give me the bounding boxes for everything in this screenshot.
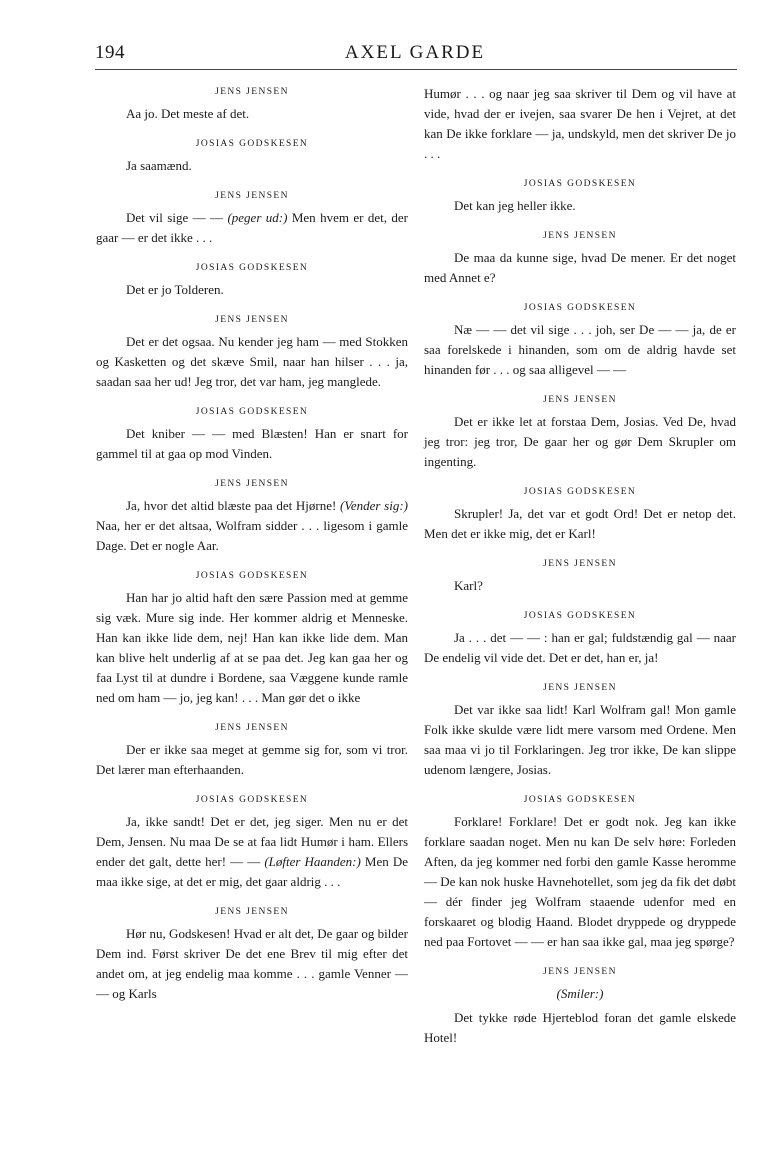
speech-text xyxy=(424,196,736,216)
speech-segment: Det vil sige — — xyxy=(126,210,228,225)
speech-text xyxy=(96,812,408,892)
speech-text xyxy=(424,504,736,544)
speech-text xyxy=(424,1008,736,1048)
dialogue-block xyxy=(424,300,736,380)
speaker-name: JENS JENSEN xyxy=(215,907,289,917)
speaker-name: JENS JENSEN xyxy=(215,191,289,201)
speaker-name: JOSIAS GODSKESEN xyxy=(523,303,637,313)
page-number: 194 xyxy=(95,42,125,63)
speech-text xyxy=(424,700,736,780)
speaker-name: JOSIAS GODSKESEN xyxy=(195,407,309,417)
speaker-name: JOSIAS GODSKESEN xyxy=(195,795,309,805)
speech-segment: Ja saamænd. xyxy=(126,158,192,173)
dialogue-block xyxy=(96,404,408,464)
speaker-name: JENS JENSEN xyxy=(543,395,617,405)
stage-direction: (Vender sig:) xyxy=(340,498,408,513)
dialogue-block xyxy=(424,680,736,780)
stage-direction: (Løfter Haanden:) xyxy=(264,854,361,869)
stage-direction: (peger ud:) xyxy=(227,210,288,225)
speech-text xyxy=(96,280,408,300)
dialogue-block xyxy=(424,964,736,1048)
speech-text xyxy=(424,812,736,952)
speech-segment: Det kniber — — med Blæsten! Han er snart for gammel til at gaa op mod Vinden. xyxy=(96,426,408,461)
speech-segment: Det var ikke saa lidt! Karl Wolfram gal! Mon gamle Folk ikke skulde være lidt mere varsom med Ordene. Men saa maa vi jo til Forklaringen. Jeg tror ikke, De kan slippe udenom længere, Josias. xyxy=(424,702,736,777)
speaker-name: JENS JENSEN xyxy=(215,315,289,325)
speech-segment: Ja . . . det — — : han er gal; fuldstændig gal — naar De endelig vil vide det. Det er det, han er, ja! xyxy=(424,630,736,665)
speech-segment: Naa, her er det altsaa, Wolfram sidder . . . ligesom i gamle Dage. Det er nogle Aar. xyxy=(96,518,408,553)
header-rule xyxy=(95,69,737,70)
dialogue-block xyxy=(424,556,736,596)
dialogue-block xyxy=(96,84,408,124)
dialogue-block xyxy=(96,136,408,176)
dialogue-block xyxy=(96,568,408,708)
speaker-name: JENS JENSEN xyxy=(543,559,617,569)
speech-text xyxy=(96,496,408,556)
speech-segment: Det kan jeg heller ikke. xyxy=(454,198,576,213)
speech-segment: Men hvem er det, der gaar — er det ikke . . . xyxy=(96,210,409,245)
speech-text xyxy=(96,332,408,392)
speech-text xyxy=(424,628,736,668)
speech-text xyxy=(424,412,736,472)
speaker-name: JENS JENSEN xyxy=(215,87,289,97)
right-column xyxy=(424,84,736,1060)
dialogue-block xyxy=(424,484,736,544)
speaker-name: JOSIAS GODSKESEN xyxy=(523,179,637,189)
dialogue-block xyxy=(96,260,408,300)
speaker-name: JENS JENSEN xyxy=(543,967,617,977)
speech-text xyxy=(96,740,408,780)
speech-segment: Det er ikke let at forstaa Dem, Josias. Ved De, hvad jeg tror: jeg tror, De gaar her og gør Dem Skrupler om ingenting. xyxy=(424,414,736,469)
speech-text xyxy=(96,588,408,708)
dialogue-block xyxy=(96,188,408,248)
speech-text xyxy=(96,156,408,176)
speech-text xyxy=(96,424,408,464)
speaker-name: JOSIAS GODSKESEN xyxy=(195,263,309,273)
speech-text xyxy=(96,104,408,124)
speech-text xyxy=(424,576,736,596)
dialogue-block xyxy=(424,176,736,216)
dialogue-block xyxy=(424,608,736,668)
speech-segment: Men De maa ikke sige, at det er mig, det gaar aldrig . . . xyxy=(96,854,409,889)
page-header xyxy=(95,42,735,70)
speaker-name: JOSIAS GODSKESEN xyxy=(523,795,637,805)
dialogue-block xyxy=(96,904,408,1004)
dialogue-block xyxy=(424,392,736,472)
continued-speech: Humør . . . og naar jeg saa skriver til Dem og vil have at vide, hvad der er ivejen, saa svarer De hen i Vejret, at det kan De ikke forklare — ja, undskyld, men det skriver De jo . . . xyxy=(424,86,736,161)
speech-segment: Ja, hvor det altid blæste paa det Hjørne! xyxy=(126,498,341,513)
dialogue-block xyxy=(424,228,736,288)
left-column xyxy=(96,84,408,1016)
dialogue-block xyxy=(424,792,736,952)
speech-segment: Skrupler! Ja, det var et godt Ord! Det er netop det. Men det er ikke mig, det er Karl! xyxy=(424,506,736,541)
dialogue-block xyxy=(96,720,408,780)
dialogue-block xyxy=(96,792,408,892)
running-title: AXEL GARDE xyxy=(344,42,486,63)
speaker-name: JOSIAS GODSKESEN xyxy=(195,139,309,149)
stage-direction: (Smiler:) xyxy=(556,986,604,1001)
speaker-name: JOSIAS GODSKESEN xyxy=(523,487,637,497)
speech-text xyxy=(96,208,408,248)
speaker-name: JENS JENSEN xyxy=(543,231,617,241)
speech-text xyxy=(424,320,736,380)
speech-segment: Ja, ikke sandt! Det er det, jeg siger. Men nu er det Dem, Jensen. Nu maa De se at faa lidt Humør i ham. Ellers ender det galt, dette her! — — xyxy=(96,814,408,869)
speech-segment: Hør nu, Godskesen! Hvad er alt det, De gaar og bilder Dem ind. Først skriver De det ene Brev til mig efter det andet om, at jeg endelig maa komme . . . gamle Venner — — og Karls xyxy=(96,926,408,1001)
speech-segment: Næ — — det vil sige . . . joh, ser De — — ja, de er saa forelskede i hinanden, som om de aldrig havde set hinanden før . . . og saa alligevel — — xyxy=(424,322,736,377)
dialogue-block xyxy=(96,476,408,556)
speech-segment: Der er ikke saa meget at gemme sig for, som vi tror. Det lærer man efterhaanden. xyxy=(96,742,408,777)
speech-text xyxy=(96,924,408,1004)
speech-segment: Forklare! Forklare! Det er godt nok. Jeg kan ikke forklare saadan noget. Men nu kan De selv høre: Forleden Aften, da jeg kommer ned forbi den gamle Kasse heromme — De kan nok huske Havnehotellet, som jeg da fik det døbt — dér finder jeg Wolfram staaende udenfor med en forskaaret og blodig Haand. Blodet dryppede og dryppede ned paa Fortovet — — er han saa ikke gal, maa jeg spørge? xyxy=(424,814,736,949)
speech-segment: Aa jo. Det meste af det. xyxy=(126,106,250,121)
speech-text xyxy=(424,248,736,288)
speech-segment: Karl? xyxy=(454,578,483,593)
speech-segment: Det tykke røde Hjerteblod foran det gamle elskede Hotel! xyxy=(424,1010,736,1045)
speaker-name: JOSIAS GODSKESEN xyxy=(195,571,309,581)
speaker-name: JENS JENSEN xyxy=(215,723,289,733)
speech-segment: De maa da kunne sige, hvad De mener. Er det noget med Annet e? xyxy=(424,250,736,285)
speaker-name: JENS JENSEN xyxy=(543,683,617,693)
dialogue-block xyxy=(96,312,408,392)
speaker-name: JOSIAS GODSKESEN xyxy=(523,611,637,621)
speech-segment: Det er jo Tolderen. xyxy=(126,282,224,297)
speech-segment: Det er det ogsaa. Nu kender jeg ham — med Stokken og Kasketten og det skæve Smil, naar han hilser . . . ja, saadan saa her ud! Jeg tror, det var ham, jeg manglede. xyxy=(96,334,408,389)
speaker-name: JENS JENSEN xyxy=(215,479,289,489)
speech-segment: Han har jo altid haft den sære Passion med at gemme sig væk. Mure sig inde. Her kommer aldrig et Menneske. Han kan ikke lide dem, nej! Han kan ikke lide dem. Man kan blive helt underlig af at se paa det. Jeg kan gaa her og faa Lyst til at dundre i Bordene, saa Væggene kunde ramle ned om ham — jo, jeg kan! . . . Man gør det o ikke xyxy=(96,590,408,705)
